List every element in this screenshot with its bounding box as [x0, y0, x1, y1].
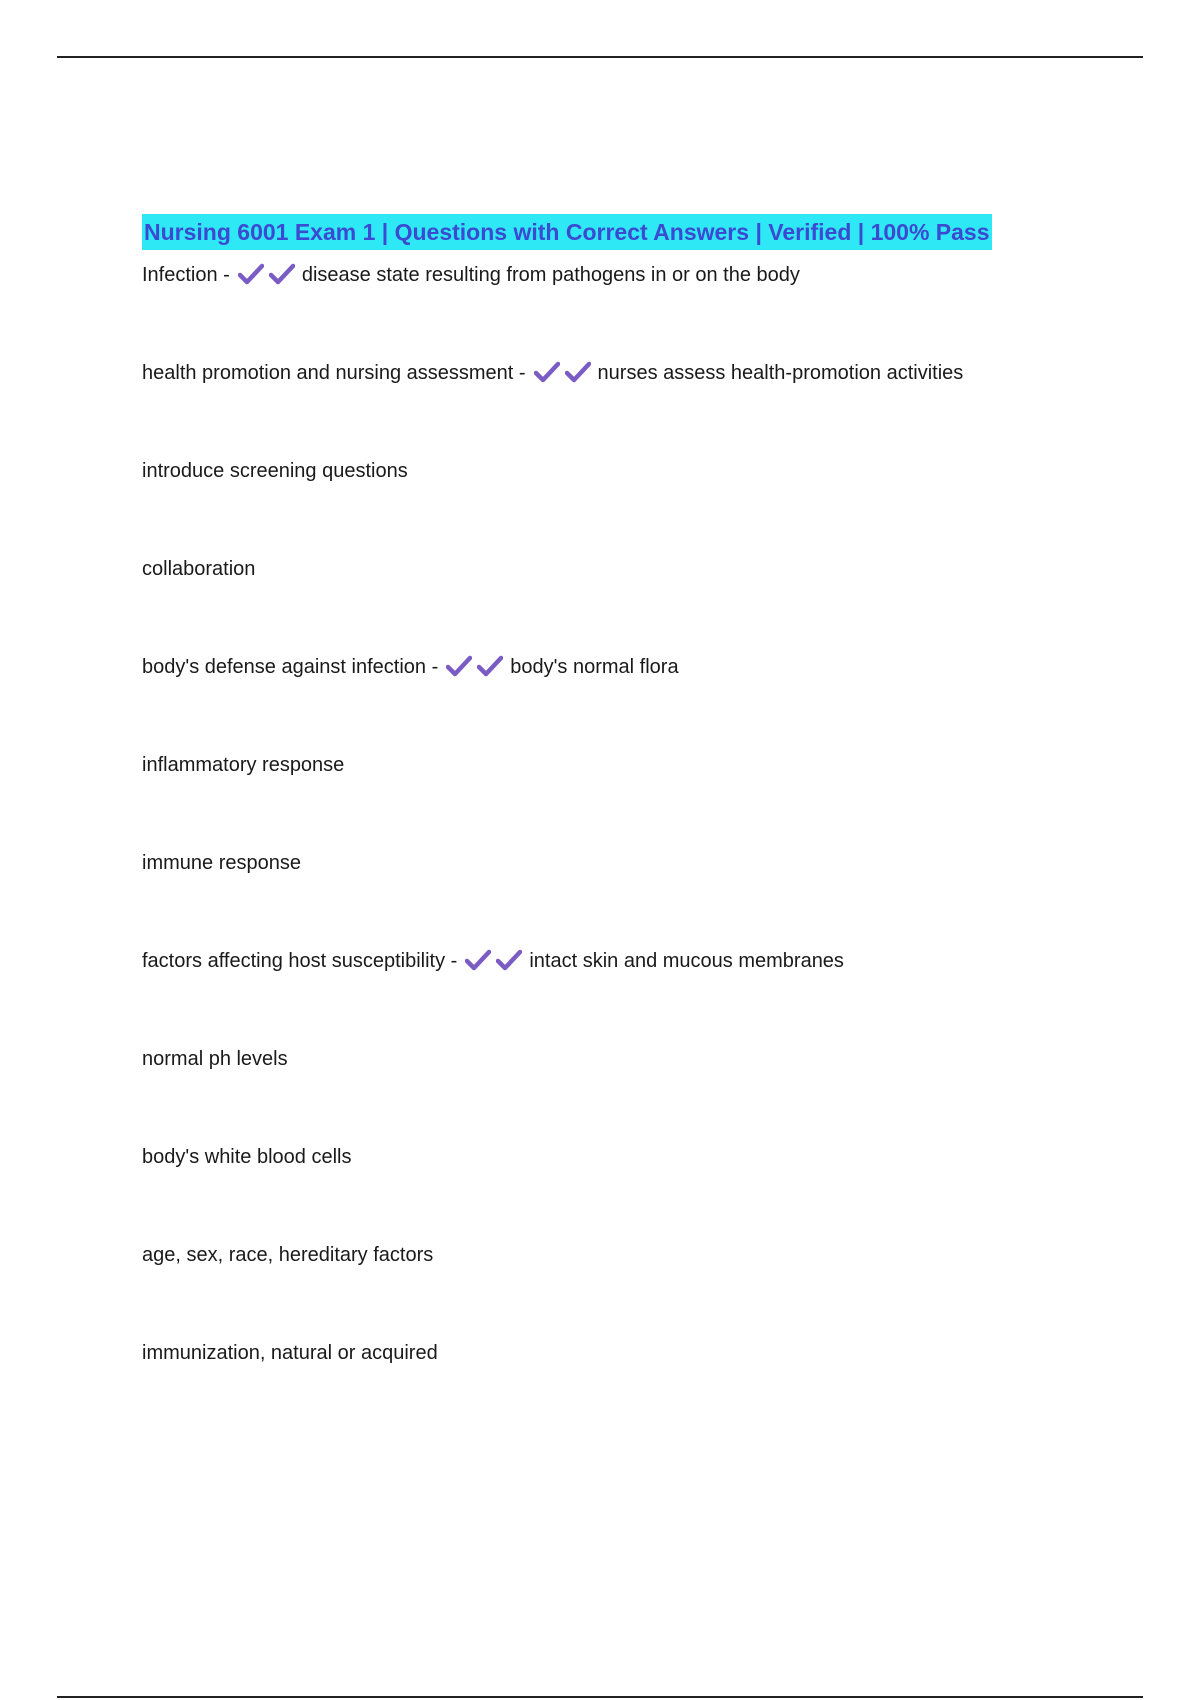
checkmark-icon	[238, 263, 264, 285]
double-check-icons	[238, 263, 300, 294]
entry-list	[142, 260, 1062, 1368]
checkmark-icon	[465, 949, 491, 971]
entry-term: introduce screening questions	[142, 460, 408, 482]
list-item	[142, 750, 1062, 780]
list-item	[142, 456, 1062, 486]
list-item	[142, 848, 1062, 878]
checkmark-icon	[269, 263, 295, 285]
entry-term: immune response	[142, 852, 301, 874]
double-check-icons	[446, 655, 508, 686]
document-body	[142, 214, 1062, 1368]
checkmark-icon	[565, 361, 591, 383]
top-divider	[57, 56, 1143, 58]
double-check-icons	[534, 361, 596, 392]
list-item	[142, 260, 1062, 290]
entry-term: normal ph levels	[142, 1048, 288, 1070]
list-item	[142, 1044, 1062, 1074]
list-item	[142, 652, 1062, 682]
entry-term: health promotion and nursing assessment -	[142, 362, 526, 384]
entry-answer: intact skin and mucous membranes	[529, 950, 844, 972]
bottom-divider	[57, 1696, 1143, 1698]
checkmark-icon	[446, 655, 472, 677]
entry-answer: disease state resulting from pathogens in or on the body	[301, 264, 800, 286]
list-item	[142, 1338, 1062, 1368]
checkmark-icon	[496, 949, 522, 971]
entry-term: factors affecting host susceptibility -	[142, 950, 458, 972]
checkmark-icon	[534, 361, 560, 383]
entry-answer: body's normal flora	[510, 656, 679, 678]
list-item	[142, 1240, 1062, 1270]
entry-term: body's defense against infection -	[142, 656, 439, 678]
list-item	[142, 554, 1062, 584]
list-item	[142, 946, 1062, 976]
entry-term: immunization, natural or acquired	[142, 1342, 438, 1364]
entry-term: Infection -	[142, 264, 230, 286]
list-item	[142, 1142, 1062, 1172]
list-item	[142, 358, 1062, 388]
double-check-icons	[465, 949, 527, 980]
entry-term: inflammatory response	[142, 754, 345, 776]
entry-answer: nurses assess health-promotion activities	[597, 362, 964, 384]
checkmark-icon	[477, 655, 503, 677]
document-title: Nursing 6001 Exam 1 | Questions with Correct Answers | Verified | 100% Pass	[142, 214, 992, 250]
entry-term: age, sex, race, hereditary factors	[142, 1244, 434, 1266]
entry-term: body's white blood cells	[142, 1146, 352, 1168]
entry-term: collaboration	[142, 558, 256, 580]
